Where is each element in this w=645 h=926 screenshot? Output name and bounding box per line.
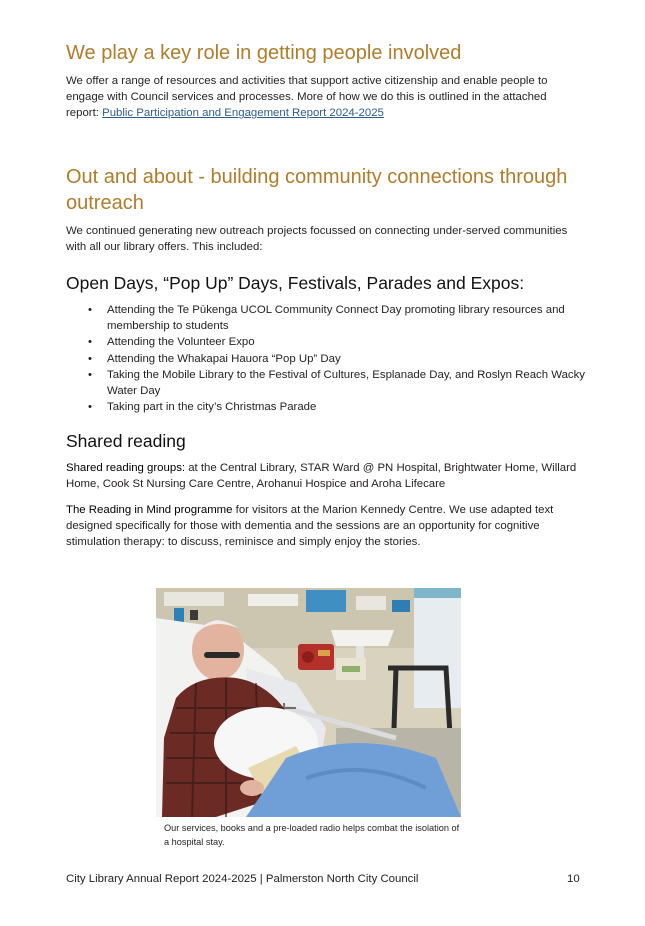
heading-outreach: Out and about - building community connections through outreach bbox=[66, 166, 568, 214]
hospital-reading-photo bbox=[156, 588, 461, 817]
heading-shared-reading: Shared reading bbox=[66, 431, 186, 451]
shared-reading-groups-text: at the Central Library, STAR Ward @ PN Hospital, Brightwater Home, Willard Home, Cook St Nursing Care Centre, Arohanui Hospice and Aroha Lifecare bbox=[66, 462, 577, 491]
participation-report-link[interactable]: Public Participation and Engagement Report 2024-2025 bbox=[102, 107, 384, 120]
paragraph-reading-in-mind bbox=[66, 502, 581, 551]
list-item-text: Taking the Mobile Library to the Festival of Cultures, Esplanade Day, and Roslyn Reach Wacky Water Day bbox=[107, 368, 585, 398]
reading-in-mind-text: for visitors at the Marion Kennedy Centre. We use adapted text designed specifically for those with dementia and the sessions are an opportunity for cognitive stimulation therapy: to discuss, reminisce and simply enjoy the stories. bbox=[66, 504, 554, 549]
heading-open-days: Open Days, “Pop Up” Days, Festivals, Parades and Expos: bbox=[66, 273, 525, 293]
photo-caption: Our services, books and a pre-loaded radio helps combat the isolation of a hospital stay. bbox=[164, 823, 460, 847]
list-item bbox=[88, 399, 588, 415]
list-item-text: Attending the Whakapai Hauora “Pop Up” Day bbox=[107, 352, 341, 365]
paragraph-shared-reading-groups bbox=[66, 460, 581, 492]
page-number: 10 bbox=[567, 873, 580, 885]
bullet-icon: • bbox=[88, 304, 92, 316]
list-item-text: Attending the Volunteer Expo bbox=[107, 336, 255, 349]
open-days-list bbox=[88, 302, 588, 415]
list-item-text: Attending the Te Pūkenga UCOL Community Connect Day promoting library resources and membership to students bbox=[107, 304, 565, 333]
heading-getting-involved: We play a key role in getting people involved bbox=[66, 42, 462, 64]
list-item bbox=[88, 302, 588, 334]
bullet-icon: • bbox=[88, 336, 92, 349]
footer-title: City Library Annual Report 2024-2025 | Palmerston North City Council bbox=[66, 873, 419, 885]
reading-in-mind-label: The Reading in Mind programme bbox=[66, 504, 233, 516]
paragraph-outreach: We continued generating new outreach projects focussed on connecting under-served communities with all our library offers. This included: bbox=[66, 225, 568, 254]
paragraph-getting-involved bbox=[66, 73, 581, 122]
bullet-icon: • bbox=[88, 368, 92, 381]
shared-reading-groups-label: Shared reading groups: bbox=[66, 462, 186, 474]
bullet-icon: • bbox=[88, 352, 92, 365]
list-item-text: Taking part in the city’s Christmas Parade bbox=[107, 401, 317, 414]
bullet-icon: • bbox=[88, 401, 92, 414]
list-item bbox=[88, 351, 588, 367]
list-item bbox=[88, 367, 588, 399]
getting-involved-text: We offer a range of resources and activities that support active citizenship and enable people to engage with Council services and processes. More of how we do this is outlined in the attached report: bbox=[66, 75, 548, 120]
list-item bbox=[88, 334, 588, 350]
